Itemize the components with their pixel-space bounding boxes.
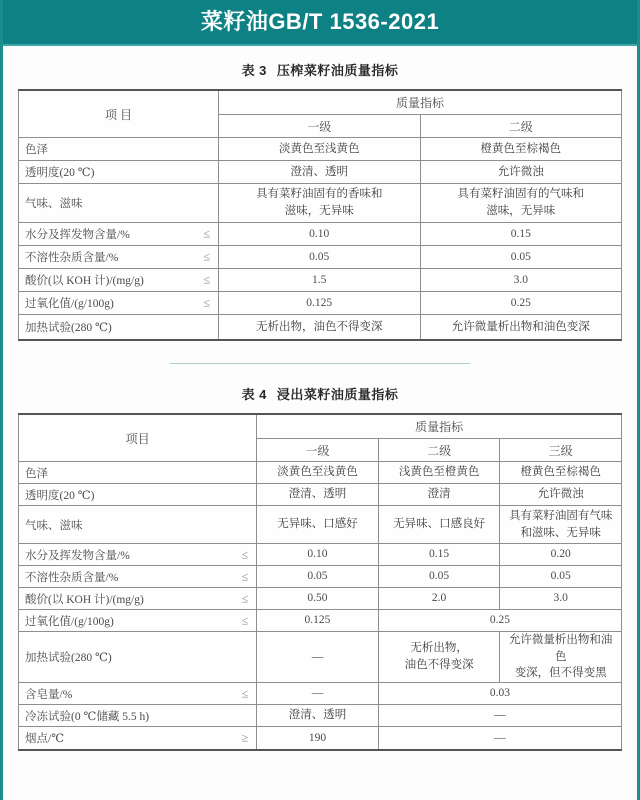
item-name: 水分及挥发物含量/% [25, 549, 130, 562]
table-row [19, 315, 622, 341]
row-value-cell: 具有菜籽油固有的香味和 滋味，无异味 [218, 184, 420, 223]
row-value-cell: 1.5 [218, 269, 420, 292]
item-name: 不溶性杂质含量/% [25, 571, 119, 584]
row-item-label [19, 138, 219, 161]
table4-caption-text: 浸出菜籽油质量指标 [276, 387, 399, 402]
table-row [19, 161, 622, 184]
row-value-cell: 0.10 [218, 223, 420, 246]
item-name: 烟点/℃ [25, 733, 65, 746]
table-row [19, 246, 622, 269]
row-value-cell: 允许微量析出物和油色变深 [420, 315, 622, 341]
table-row [19, 632, 622, 683]
comparison-operator: ≤ [203, 226, 210, 241]
row-value-cell: 无析出物， 油色不得变深 [378, 632, 500, 683]
table-row [19, 462, 622, 484]
header-cell-grade-2: 二级 [420, 115, 622, 138]
row-item-label [19, 315, 219, 341]
row-item-label [19, 223, 219, 246]
row-value-cell: 0.50 [257, 588, 379, 610]
table3-caption-number: 表 3 [241, 63, 267, 78]
header-cell-item: 项目 [19, 414, 257, 462]
row-value-cell: — [257, 683, 379, 705]
row-value-cell: 190 [257, 727, 379, 751]
row-value-cell: 0.15 [378, 544, 500, 566]
row-value-cell: 0.05 [218, 246, 420, 269]
row-value-cell: 澄清 [378, 484, 500, 506]
row-value-cell: 澄清、透明 [257, 705, 379, 727]
item-name: 冷冻试验(0 ℃储藏 5.5 h) [25, 710, 150, 723]
header-cell-grade-3: 三级 [500, 439, 622, 462]
header-cell-quality-index: 质量指标 [218, 90, 621, 115]
page-banner [3, 0, 637, 46]
row-item-label [19, 632, 257, 683]
table4-caption-number: 表 4 [241, 387, 267, 402]
table4-caption [3, 384, 637, 403]
comparison-operator: ≤ [203, 249, 210, 264]
row-item-label [19, 184, 219, 223]
table-row [19, 269, 622, 292]
item-name: 含皂量/% [25, 688, 73, 701]
comparison-operator: ≤ [203, 272, 210, 287]
row-value-cell: 0.10 [257, 544, 379, 566]
table-row [19, 223, 622, 246]
row-item-label [19, 292, 219, 315]
row-value-cell: 0.05 [378, 566, 500, 588]
header-cell-item: 项 目 [19, 90, 219, 138]
item-name: 酸价(以 KOH 计)/(mg/g) [25, 593, 144, 606]
row-value-cell: 0.20 [500, 544, 622, 566]
row-value-cell: 澄清、透明 [218, 161, 420, 184]
row-item-label [19, 484, 257, 506]
row-value-cell: 0.05 [257, 566, 379, 588]
comparison-operator: ≤ [241, 591, 249, 605]
row-value-cell: — [257, 632, 379, 683]
row-value-cell: 0.125 [257, 610, 379, 632]
row-value-cell: 0.05 [500, 566, 622, 588]
header-cell-grade-2: 二级 [378, 439, 500, 462]
row-item-label [19, 683, 257, 705]
row-value-cell: 2.0 [378, 588, 500, 610]
table-header-row-primary [19, 414, 622, 439]
row-value-cell: 允许微量析出物和油色 变深，但不得变黑 [500, 632, 622, 683]
row-item-label [19, 544, 257, 566]
table-row [19, 588, 622, 610]
item-name: 色泽 [25, 144, 48, 156]
header-cell-grade-1: 一级 [257, 439, 379, 462]
table3-caption [3, 60, 637, 79]
item-name: 不溶性杂质含量/% [25, 252, 119, 264]
item-name: 透明度(20 ℃) [25, 167, 95, 179]
table3-caption-text: 压榨菜籽油质量指标 [276, 63, 399, 78]
comparison-operator: ≤ [241, 547, 249, 561]
table-row [19, 727, 622, 751]
item-name: 过氧化值/(g/100g) [25, 615, 114, 628]
row-value-cell: 3.0 [500, 588, 622, 610]
row-value-cell: 0.125 [218, 292, 420, 315]
row-item-label [19, 727, 257, 751]
item-name: 色泽 [25, 467, 48, 480]
row-item-label [19, 462, 257, 484]
table-row [19, 683, 622, 705]
item-name: 加热试验(280 ℃) [25, 322, 112, 334]
table-row [19, 292, 622, 315]
row-value-cell: 0.15 [420, 223, 622, 246]
row-item-label [19, 506, 257, 544]
row-value-cell: — [378, 705, 621, 727]
table-row [19, 610, 622, 632]
table-row [19, 566, 622, 588]
item-name: 酸价(以 KOH 计)/(mg/g) [25, 275, 144, 287]
header-cell-quality-index: 质量指标 [257, 414, 622, 439]
comparison-operator: ≤ [241, 569, 249, 583]
row-value-cell: 澄清、透明 [257, 484, 379, 506]
row-item-label [19, 269, 219, 292]
table-row [19, 506, 622, 544]
comparison-operator: ≤ [241, 686, 249, 701]
row-value-cell: 允许微浊 [420, 161, 622, 184]
row-item-label [19, 566, 257, 588]
press-rapeseed-oil-table [18, 89, 622, 341]
row-value-cell: 无异味、口感良好 [378, 506, 500, 544]
row-item-label [19, 246, 219, 269]
row-value-cell: 浅黄色至橙黄色 [378, 462, 500, 484]
row-value-cell: 具有菜籽油固有的气味和 滋味，无异味 [420, 184, 622, 223]
table3-wrapper [3, 89, 637, 341]
table-row [19, 484, 622, 506]
row-value-cell: 无异味、口感好 [257, 506, 379, 544]
row-value-cell: 橙黄色至棕褐色 [420, 138, 622, 161]
table-row [19, 184, 622, 223]
row-value-cell: 0.03 [378, 683, 621, 705]
table-row [19, 138, 622, 161]
item-name: 加热试验(280 ℃) [25, 652, 112, 664]
item-name: 透明度(20 ℃) [25, 489, 95, 502]
item-name: 水分及挥发物含量/% [25, 229, 130, 241]
row-value-cell: 0.25 [420, 292, 622, 315]
row-value-cell: 橙黄色至棕褐色 [500, 462, 622, 484]
comparison-operator: ≤ [203, 295, 210, 310]
item-name: 气味、滋味 [25, 519, 83, 532]
table-header-row-primary [19, 90, 622, 115]
banner-title: 菜籽油GB/T 1536-2021 [200, 9, 440, 34]
row-value-cell: — [378, 727, 621, 751]
table-row [19, 705, 622, 727]
row-item-label [19, 588, 257, 610]
row-value-cell: 允许微浊 [500, 484, 622, 506]
comparison-operator: ≤ [241, 613, 249, 627]
table-row [19, 544, 622, 566]
section-divider [170, 363, 470, 364]
row-item-label [19, 705, 257, 727]
item-name: 气味、滋味 [25, 198, 83, 210]
leached-rapeseed-oil-table [18, 413, 622, 751]
header-cell-grade-1: 一级 [218, 115, 420, 138]
row-value-cell: 淡黄色至浅黄色 [218, 138, 420, 161]
row-item-label [19, 610, 257, 632]
item-name: 过氧化值/(g/100g) [25, 298, 114, 310]
table4-wrapper [3, 413, 637, 751]
row-value-cell: 无析出物，油色不得变深 [218, 315, 420, 341]
comparison-operator: ≥ [241, 730, 249, 745]
row-value-cell: 具有菜籽油固有气味 和滋味、无异味 [500, 506, 622, 544]
row-value-cell: 3.0 [420, 269, 622, 292]
row-value-cell: 淡黄色至浅黄色 [257, 462, 379, 484]
row-value-cell: 0.25 [378, 610, 621, 632]
row-value-cell: 0.05 [420, 246, 622, 269]
row-item-label [19, 161, 219, 184]
